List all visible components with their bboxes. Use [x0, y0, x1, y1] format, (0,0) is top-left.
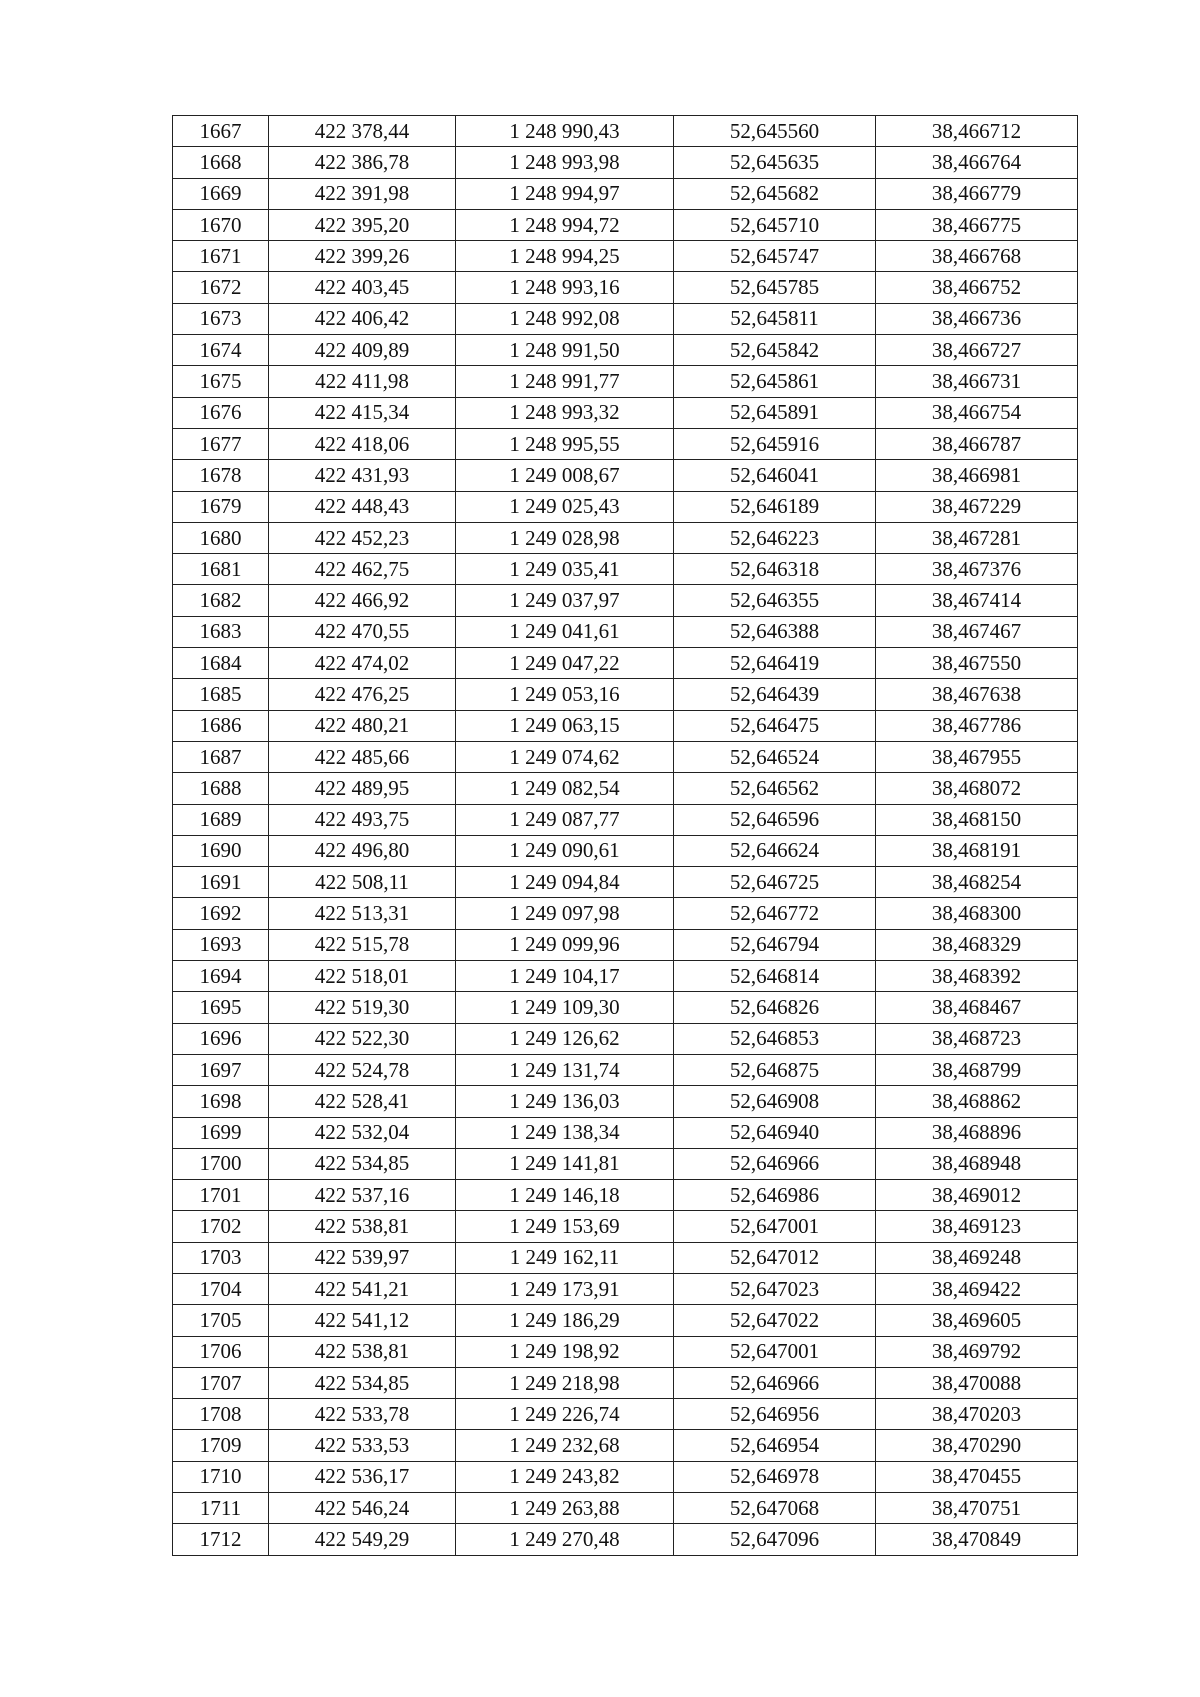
table-row: [173, 397, 1078, 428]
longitude-cell: 38,466731: [876, 366, 1078, 397]
longitude-cell: 38,468467: [876, 992, 1078, 1023]
table-row: [173, 1180, 1078, 1211]
latitude-cell: 52,645916: [674, 428, 876, 459]
point-number-cell: 1709: [173, 1430, 269, 1461]
y-coordinate-cell: 1 249 097,98: [456, 898, 674, 929]
x-coordinate-cell: 422 549,29: [269, 1524, 456, 1555]
latitude-cell: 52,646388: [674, 616, 876, 647]
longitude-cell: 38,468191: [876, 835, 1078, 866]
latitude-cell: 52,646355: [674, 585, 876, 616]
table-row: [173, 1336, 1078, 1367]
latitude-cell: 52,646986: [674, 1180, 876, 1211]
y-coordinate-cell: 1 249 263,88: [456, 1493, 674, 1524]
y-coordinate-cell: 1 249 082,54: [456, 773, 674, 804]
y-coordinate-cell: 1 249 037,97: [456, 585, 674, 616]
longitude-cell: 38,468150: [876, 804, 1078, 835]
x-coordinate-cell: 422 399,26: [269, 241, 456, 272]
point-number-cell: 1687: [173, 741, 269, 772]
latitude-cell: 52,646439: [674, 679, 876, 710]
table-row: [173, 1524, 1078, 1555]
latitude-cell: 52,646956: [674, 1399, 876, 1430]
longitude-cell: 38,468329: [876, 929, 1078, 960]
latitude-cell: 52,647022: [674, 1305, 876, 1336]
longitude-cell: 38,470751: [876, 1493, 1078, 1524]
table-row: [173, 1399, 1078, 1430]
y-coordinate-cell: 1 249 138,34: [456, 1117, 674, 1148]
x-coordinate-cell: 422 538,81: [269, 1211, 456, 1242]
table-row: [173, 1430, 1078, 1461]
point-number-cell: 1702: [173, 1211, 269, 1242]
y-coordinate-cell: 1 249 186,29: [456, 1305, 674, 1336]
latitude-cell: 52,646725: [674, 867, 876, 898]
y-coordinate-cell: 1 248 993,98: [456, 147, 674, 178]
x-coordinate-cell: 422 496,80: [269, 835, 456, 866]
latitude-cell: 52,646189: [674, 491, 876, 522]
x-coordinate-cell: 422 406,42: [269, 303, 456, 334]
longitude-cell: 38,470290: [876, 1430, 1078, 1461]
longitude-cell: 38,467786: [876, 710, 1078, 741]
table-row: [173, 460, 1078, 491]
latitude-cell: 52,646794: [674, 929, 876, 960]
table-row: [173, 898, 1078, 929]
y-coordinate-cell: 1 249 146,18: [456, 1180, 674, 1211]
latitude-cell: 52,645785: [674, 272, 876, 303]
point-number-cell: 1685: [173, 679, 269, 710]
point-number-cell: 1695: [173, 992, 269, 1023]
point-number-cell: 1680: [173, 522, 269, 553]
point-number-cell: 1711: [173, 1493, 269, 1524]
y-coordinate-cell: 1 249 243,82: [456, 1461, 674, 1492]
point-number-cell: 1679: [173, 491, 269, 522]
y-coordinate-cell: 1 248 993,16: [456, 272, 674, 303]
y-coordinate-cell: 1 249 047,22: [456, 648, 674, 679]
longitude-cell: 38,467376: [876, 554, 1078, 585]
latitude-cell: 52,646596: [674, 804, 876, 835]
y-coordinate-cell: 1 249 094,84: [456, 867, 674, 898]
latitude-cell: 52,647096: [674, 1524, 876, 1555]
x-coordinate-cell: 422 452,23: [269, 522, 456, 553]
y-coordinate-cell: 1 248 992,08: [456, 303, 674, 334]
point-number-cell: 1675: [173, 366, 269, 397]
latitude-cell: 52,647012: [674, 1242, 876, 1273]
longitude-cell: 38,468862: [876, 1086, 1078, 1117]
longitude-cell: 38,470203: [876, 1399, 1078, 1430]
longitude-cell: 38,470455: [876, 1461, 1078, 1492]
longitude-cell: 38,466775: [876, 209, 1078, 240]
y-coordinate-cell: 1 249 232,68: [456, 1430, 674, 1461]
latitude-cell: 52,646966: [674, 1367, 876, 1398]
table-row: [173, 1493, 1078, 1524]
x-coordinate-cell: 422 474,02: [269, 648, 456, 679]
point-number-cell: 1701: [173, 1180, 269, 1211]
longitude-cell: 38,466768: [876, 241, 1078, 272]
longitude-cell: 38,466727: [876, 335, 1078, 366]
y-coordinate-cell: 1 249 063,15: [456, 710, 674, 741]
point-number-cell: 1693: [173, 929, 269, 960]
point-number-cell: 1696: [173, 1023, 269, 1054]
latitude-cell: 52,645811: [674, 303, 876, 334]
x-coordinate-cell: 422 508,11: [269, 867, 456, 898]
y-coordinate-cell: 1 248 994,97: [456, 178, 674, 209]
table-row: [173, 616, 1078, 647]
table-row: [173, 1242, 1078, 1273]
y-coordinate-cell: 1 249 218,98: [456, 1367, 674, 1398]
x-coordinate-cell: 422 448,43: [269, 491, 456, 522]
longitude-cell: 38,466764: [876, 147, 1078, 178]
y-coordinate-cell: 1 249 028,98: [456, 522, 674, 553]
point-number-cell: 1707: [173, 1367, 269, 1398]
y-coordinate-cell: 1 249 035,41: [456, 554, 674, 585]
x-coordinate-cell: 422 415,34: [269, 397, 456, 428]
longitude-cell: 38,468254: [876, 867, 1078, 898]
table-row: [173, 491, 1078, 522]
x-coordinate-cell: 422 411,98: [269, 366, 456, 397]
table-row: [173, 1086, 1078, 1117]
y-coordinate-cell: 1 249 226,74: [456, 1399, 674, 1430]
y-coordinate-cell: 1 249 099,96: [456, 929, 674, 960]
point-number-cell: 1681: [173, 554, 269, 585]
x-coordinate-cell: 422 489,95: [269, 773, 456, 804]
x-coordinate-cell: 422 524,78: [269, 1054, 456, 1085]
point-number-cell: 1690: [173, 835, 269, 866]
table-row: [173, 773, 1078, 804]
x-coordinate-cell: 422 409,89: [269, 335, 456, 366]
x-coordinate-cell: 422 533,78: [269, 1399, 456, 1430]
latitude-cell: 52,647001: [674, 1211, 876, 1242]
point-number-cell: 1669: [173, 178, 269, 209]
point-number-cell: 1678: [173, 460, 269, 491]
y-coordinate-cell: 1 248 990,43: [456, 116, 674, 147]
point-number-cell: 1670: [173, 209, 269, 240]
y-coordinate-cell: 1 249 104,17: [456, 961, 674, 992]
x-coordinate-cell: 422 541,12: [269, 1305, 456, 1336]
x-coordinate-cell: 422 476,25: [269, 679, 456, 710]
longitude-cell: 38,469422: [876, 1273, 1078, 1304]
latitude-cell: 52,646940: [674, 1117, 876, 1148]
point-number-cell: 1684: [173, 648, 269, 679]
point-number-cell: 1694: [173, 961, 269, 992]
point-number-cell: 1705: [173, 1305, 269, 1336]
y-coordinate-cell: 1 249 126,62: [456, 1023, 674, 1054]
latitude-cell: 52,645710: [674, 209, 876, 240]
latitude-cell: 52,647023: [674, 1273, 876, 1304]
table-row: [173, 1054, 1078, 1085]
table-row: [173, 585, 1078, 616]
latitude-cell: 52,646562: [674, 773, 876, 804]
y-coordinate-cell: 1 249 270,48: [456, 1524, 674, 1555]
point-number-cell: 1703: [173, 1242, 269, 1273]
latitude-cell: 52,645560: [674, 116, 876, 147]
y-coordinate-cell: 1 249 131,74: [456, 1054, 674, 1085]
point-number-cell: 1697: [173, 1054, 269, 1085]
point-number-cell: 1689: [173, 804, 269, 835]
latitude-cell: 52,646223: [674, 522, 876, 553]
longitude-cell: 38,469605: [876, 1305, 1078, 1336]
y-coordinate-cell: 1 248 994,25: [456, 241, 674, 272]
table-row: [173, 178, 1078, 209]
table-row: [173, 522, 1078, 553]
longitude-cell: 38,467550: [876, 648, 1078, 679]
point-number-cell: 1673: [173, 303, 269, 334]
y-coordinate-cell: 1 248 995,55: [456, 428, 674, 459]
longitude-cell: 38,467414: [876, 585, 1078, 616]
table-row: [173, 366, 1078, 397]
y-coordinate-cell: 1 248 991,77: [456, 366, 674, 397]
point-number-cell: 1698: [173, 1086, 269, 1117]
table-row: [173, 116, 1078, 147]
y-coordinate-cell: 1 249 087,77: [456, 804, 674, 835]
longitude-cell: 38,468799: [876, 1054, 1078, 1085]
latitude-cell: 52,645891: [674, 397, 876, 428]
longitude-cell: 38,468948: [876, 1148, 1078, 1179]
x-coordinate-cell: 422 493,75: [269, 804, 456, 835]
latitude-cell: 52,645842: [674, 335, 876, 366]
x-coordinate-cell: 422 466,92: [269, 585, 456, 616]
longitude-cell: 38,469012: [876, 1180, 1078, 1211]
table-row: [173, 679, 1078, 710]
y-coordinate-cell: 1 249 136,03: [456, 1086, 674, 1117]
latitude-cell: 52,646041: [674, 460, 876, 491]
y-coordinate-cell: 1 249 090,61: [456, 835, 674, 866]
longitude-cell: 38,466712: [876, 116, 1078, 147]
longitude-cell: 38,467955: [876, 741, 1078, 772]
x-coordinate-cell: 422 522,30: [269, 1023, 456, 1054]
longitude-cell: 38,466752: [876, 272, 1078, 303]
latitude-cell: 52,646318: [674, 554, 876, 585]
latitude-cell: 52,646475: [674, 710, 876, 741]
longitude-cell: 38,467638: [876, 679, 1078, 710]
point-number-cell: 1700: [173, 1148, 269, 1179]
x-coordinate-cell: 422 418,06: [269, 428, 456, 459]
x-coordinate-cell: 422 391,98: [269, 178, 456, 209]
point-number-cell: 1704: [173, 1273, 269, 1304]
latitude-cell: 52,646978: [674, 1461, 876, 1492]
point-number-cell: 1676: [173, 397, 269, 428]
latitude-cell: 52,645635: [674, 147, 876, 178]
latitude-cell: 52,645682: [674, 178, 876, 209]
point-number-cell: 1710: [173, 1461, 269, 1492]
point-number-cell: 1688: [173, 773, 269, 804]
x-coordinate-cell: 422 532,04: [269, 1117, 456, 1148]
latitude-cell: 52,646908: [674, 1086, 876, 1117]
point-number-cell: 1686: [173, 710, 269, 741]
table-row: [173, 303, 1078, 334]
x-coordinate-cell: 422 534,85: [269, 1148, 456, 1179]
longitude-cell: 38,467281: [876, 522, 1078, 553]
longitude-cell: 38,470088: [876, 1367, 1078, 1398]
x-coordinate-cell: 422 538,81: [269, 1336, 456, 1367]
point-number-cell: 1712: [173, 1524, 269, 1555]
table-row: [173, 929, 1078, 960]
x-coordinate-cell: 422 528,41: [269, 1086, 456, 1117]
coordinates-table-body: [173, 116, 1078, 1556]
y-coordinate-cell: 1 248 993,32: [456, 397, 674, 428]
longitude-cell: 38,468896: [876, 1117, 1078, 1148]
table-row: [173, 648, 1078, 679]
point-number-cell: 1691: [173, 867, 269, 898]
longitude-cell: 38,466754: [876, 397, 1078, 428]
latitude-cell: 52,646826: [674, 992, 876, 1023]
x-coordinate-cell: 422 395,20: [269, 209, 456, 240]
table-row: [173, 147, 1078, 178]
y-coordinate-cell: 1 249 198,92: [456, 1336, 674, 1367]
x-coordinate-cell: 422 519,30: [269, 992, 456, 1023]
point-number-cell: 1677: [173, 428, 269, 459]
latitude-cell: 52,646624: [674, 835, 876, 866]
y-coordinate-cell: 1 249 162,11: [456, 1242, 674, 1273]
point-number-cell: 1708: [173, 1399, 269, 1430]
table-row: [173, 992, 1078, 1023]
latitude-cell: 52,646772: [674, 898, 876, 929]
x-coordinate-cell: 422 485,66: [269, 741, 456, 772]
y-coordinate-cell: 1 249 074,62: [456, 741, 674, 772]
latitude-cell: 52,646875: [674, 1054, 876, 1085]
point-number-cell: 1692: [173, 898, 269, 929]
y-coordinate-cell: 1 249 109,30: [456, 992, 674, 1023]
table-row: [173, 1273, 1078, 1304]
point-number-cell: 1667: [173, 116, 269, 147]
point-number-cell: 1699: [173, 1117, 269, 1148]
x-coordinate-cell: 422 518,01: [269, 961, 456, 992]
point-number-cell: 1672: [173, 272, 269, 303]
x-coordinate-cell: 422 431,93: [269, 460, 456, 491]
x-coordinate-cell: 422 515,78: [269, 929, 456, 960]
table-row: [173, 1148, 1078, 1179]
table-row: [173, 804, 1078, 835]
y-coordinate-cell: 1 249 053,16: [456, 679, 674, 710]
x-coordinate-cell: 422 539,97: [269, 1242, 456, 1273]
x-coordinate-cell: 422 513,31: [269, 898, 456, 929]
x-coordinate-cell: 422 546,24: [269, 1493, 456, 1524]
table-row: [173, 1023, 1078, 1054]
latitude-cell: 52,647001: [674, 1336, 876, 1367]
longitude-cell: 38,466981: [876, 460, 1078, 491]
table-row: [173, 1117, 1078, 1148]
latitude-cell: 52,645861: [674, 366, 876, 397]
x-coordinate-cell: 422 534,85: [269, 1367, 456, 1398]
longitude-cell: 38,468072: [876, 773, 1078, 804]
point-number-cell: 1674: [173, 335, 269, 366]
longitude-cell: 38,466787: [876, 428, 1078, 459]
latitude-cell: 52,646954: [674, 1430, 876, 1461]
latitude-cell: 52,646524: [674, 741, 876, 772]
table-row: [173, 710, 1078, 741]
x-coordinate-cell: 422 470,55: [269, 616, 456, 647]
latitude-cell: 52,646419: [674, 648, 876, 679]
point-number-cell: 1682: [173, 585, 269, 616]
y-coordinate-cell: 1 249 008,67: [456, 460, 674, 491]
y-coordinate-cell: 1 249 153,69: [456, 1211, 674, 1242]
point-number-cell: 1683: [173, 616, 269, 647]
longitude-cell: 38,468300: [876, 898, 1078, 929]
latitude-cell: 52,646814: [674, 961, 876, 992]
table-row: [173, 835, 1078, 866]
x-coordinate-cell: 422 533,53: [269, 1430, 456, 1461]
y-coordinate-cell: 1 249 173,91: [456, 1273, 674, 1304]
table-row: [173, 1367, 1078, 1398]
point-number-cell: 1668: [173, 147, 269, 178]
coordinates-table: [172, 115, 1078, 1556]
longitude-cell: 38,468392: [876, 961, 1078, 992]
x-coordinate-cell: 422 537,16: [269, 1180, 456, 1211]
table-row: [173, 1305, 1078, 1336]
table-row: [173, 335, 1078, 366]
latitude-cell: 52,647068: [674, 1493, 876, 1524]
table-row: [173, 961, 1078, 992]
y-coordinate-cell: 1 248 994,72: [456, 209, 674, 240]
table-row: [173, 1211, 1078, 1242]
latitude-cell: 52,646853: [674, 1023, 876, 1054]
longitude-cell: 38,466736: [876, 303, 1078, 334]
table-row: [173, 867, 1078, 898]
x-coordinate-cell: 422 541,21: [269, 1273, 456, 1304]
table-row: [173, 209, 1078, 240]
longitude-cell: 38,469123: [876, 1211, 1078, 1242]
longitude-cell: 38,466779: [876, 178, 1078, 209]
longitude-cell: 38,468723: [876, 1023, 1078, 1054]
latitude-cell: 52,646966: [674, 1148, 876, 1179]
table-row: [173, 554, 1078, 585]
point-number-cell: 1671: [173, 241, 269, 272]
longitude-cell: 38,469792: [876, 1336, 1078, 1367]
x-coordinate-cell: 422 536,17: [269, 1461, 456, 1492]
x-coordinate-cell: 422 480,21: [269, 710, 456, 741]
table-row: [173, 1461, 1078, 1492]
x-coordinate-cell: 422 462,75: [269, 554, 456, 585]
x-coordinate-cell: 422 378,44: [269, 116, 456, 147]
longitude-cell: 38,467229: [876, 491, 1078, 522]
longitude-cell: 38,467467: [876, 616, 1078, 647]
table-row: [173, 241, 1078, 272]
longitude-cell: 38,469248: [876, 1242, 1078, 1273]
latitude-cell: 52,645747: [674, 241, 876, 272]
x-coordinate-cell: 422 386,78: [269, 147, 456, 178]
point-number-cell: 1706: [173, 1336, 269, 1367]
x-coordinate-cell: 422 403,45: [269, 272, 456, 303]
y-coordinate-cell: 1 248 991,50: [456, 335, 674, 366]
table-row: [173, 272, 1078, 303]
table-row: [173, 741, 1078, 772]
table-row: [173, 428, 1078, 459]
y-coordinate-cell: 1 249 141,81: [456, 1148, 674, 1179]
y-coordinate-cell: 1 249 025,43: [456, 491, 674, 522]
y-coordinate-cell: 1 249 041,61: [456, 616, 674, 647]
longitude-cell: 38,470849: [876, 1524, 1078, 1555]
